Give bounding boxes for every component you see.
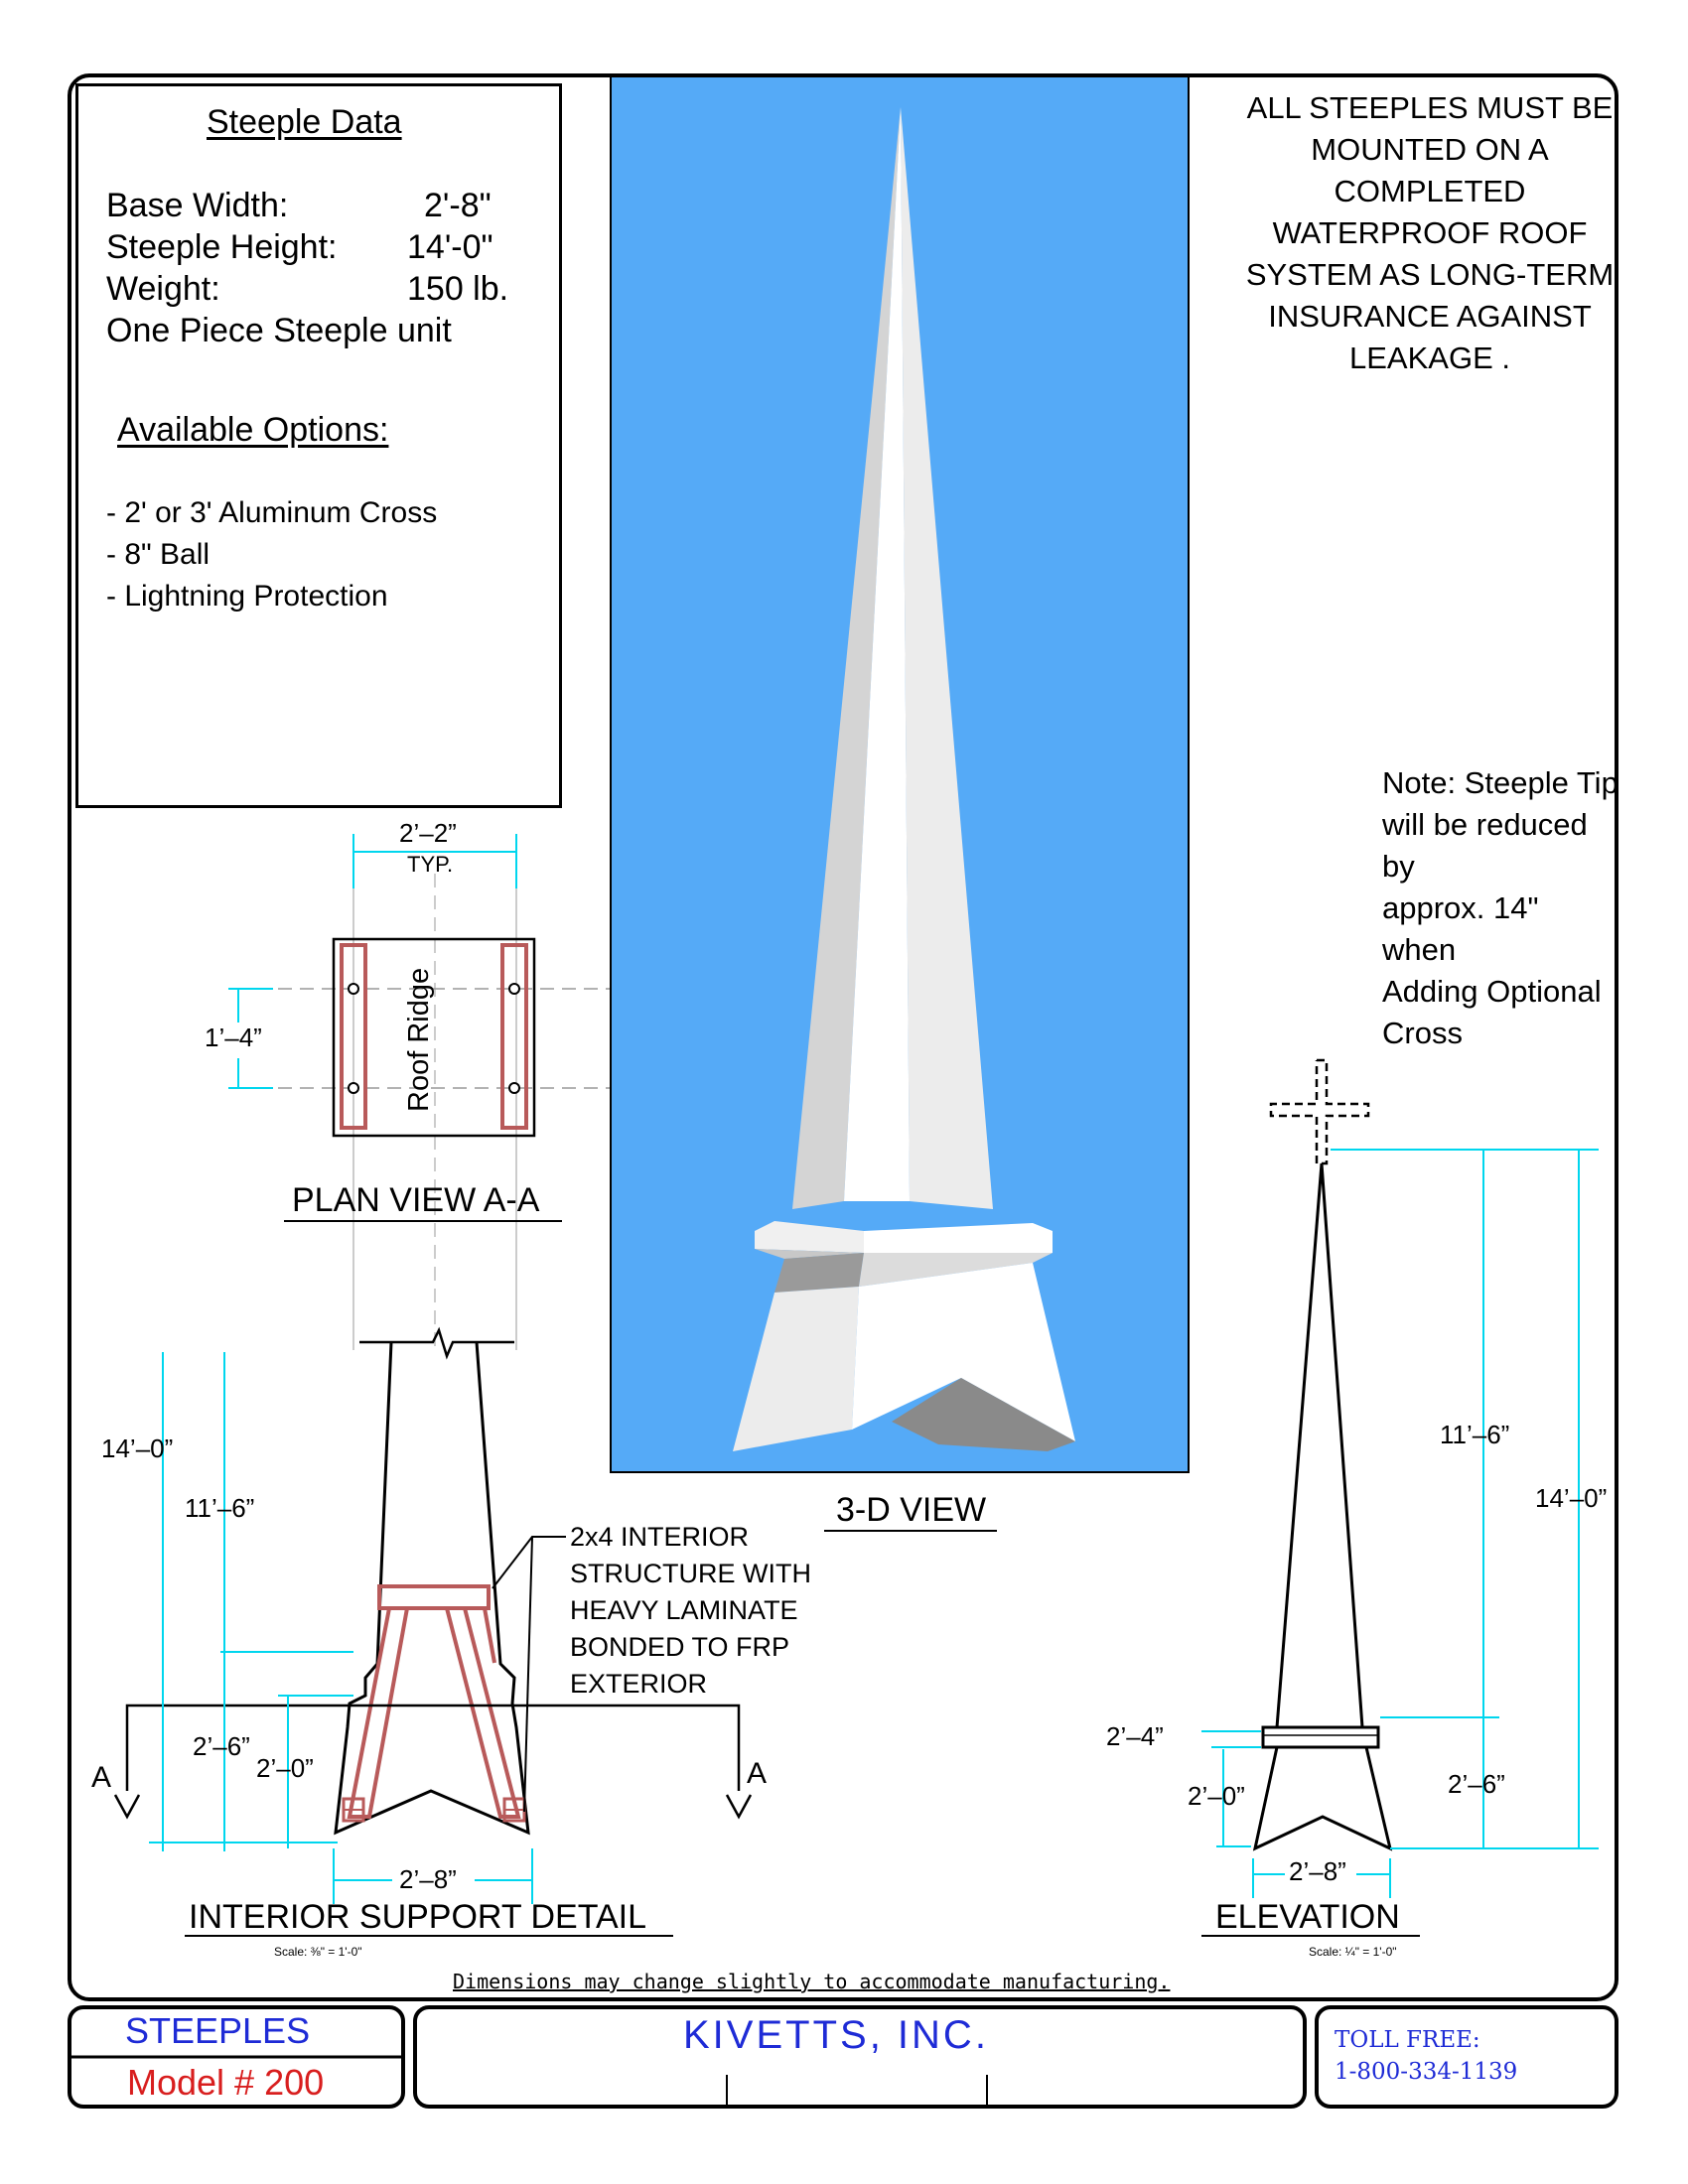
callout-line: BONDED TO FRP (570, 1632, 790, 1662)
elevation-label: ELEVATION (1215, 1898, 1400, 1936)
notice-line: INSURANCE AGAINST (1268, 299, 1592, 334)
callout-line: EXTERIOR (570, 1669, 708, 1699)
title-block-phone: 1-800-334-1139 (1335, 2059, 1518, 2085)
elevation-dim-lower: 2’–6” (1448, 1769, 1505, 1799)
elevation-dim-base: 2’–0” (1188, 1781, 1245, 1811)
unit-note: One Piece Steeple unit (106, 312, 452, 349)
callout-line: 2x4 INTERIOR (570, 1522, 750, 1552)
elevation-dim-collar: 2’–4” (1106, 1721, 1164, 1751)
callout-line: STRUCTURE WITH (570, 1559, 811, 1588)
interior-dim-lower: 2’–6” (193, 1731, 250, 1761)
structure-callout (570, 1519, 828, 1703)
notice-line: LEAKAGE . (1349, 341, 1510, 375)
steeple-data-title: Steeple Data (207, 103, 402, 141)
section-marker-left: A (91, 1761, 112, 1794)
callout-line: HEAVY LAMINATE (570, 1595, 798, 1625)
notice-line: COMPLETED (1334, 174, 1526, 208)
notice-line: MOUNTED ON A (1311, 132, 1549, 167)
elevation-scale: Scale: ¼" = 1'-0" (1309, 1945, 1397, 1959)
tip-note-line: Adding Optional (1382, 974, 1602, 1009)
notice-line: WATERPROOF ROOF (1272, 215, 1588, 250)
steeple-3d-illustration (733, 107, 1075, 1451)
elevation-dim-width: 2’–8” (1289, 1856, 1346, 1886)
notice-line: SYSTEM AS LONG-TERM (1245, 257, 1615, 292)
plan-view-label: PLAN VIEW A-A (292, 1181, 540, 1219)
tip-note-line: approx. 14" when (1382, 890, 1539, 967)
spec-value-base-width: 2'-8" (424, 187, 492, 224)
interior-dim-base: 2’–0” (256, 1753, 314, 1783)
notice-line: ALL STEEPLES MUST BE (1246, 90, 1614, 125)
option-lightning: - Lightning Protection (106, 580, 388, 613)
title-block-contact-box (1315, 2005, 1618, 2109)
interior-dim-total: 14’–0” (101, 1433, 174, 1463)
interior-detail-label: INTERIOR SUPPORT DETAIL (189, 1898, 646, 1936)
tip-note-line: Note: Steeple Tip (1382, 765, 1618, 800)
interior-scale: Scale: ⅜" = 1'-0" (274, 1945, 362, 1959)
roof-ridge-label: Roof Ridge (403, 967, 435, 1112)
plan-dim-width: 2’–2” (399, 818, 457, 848)
view-3d-label: 3-D VIEW (836, 1491, 987, 1529)
elevation-dim-upper: 11’–6” (1440, 1420, 1510, 1449)
spec-value-weight: 150 lb. (407, 270, 509, 308)
plan-dim-typ: TYP. (407, 852, 454, 877)
title-block-company: KIVETTS, INC. (683, 2013, 989, 2057)
title-block-toll-free-label: TOLL FREE: (1335, 2027, 1480, 2053)
tip-note-line: Cross (1382, 1016, 1463, 1050)
interior-dim-upper: 11’–6” (185, 1493, 255, 1523)
option-cross: - 2' or 3' Aluminum Cross (106, 496, 438, 529)
tip-note-line: will be reduced by (1382, 807, 1588, 884)
plan-dim-spacing: 1’–4” (205, 1023, 262, 1052)
title-block-model: Model # 200 (127, 2062, 325, 2103)
spec-value-steeple-height: 14'-0" (407, 228, 493, 266)
spec-label-weight: Weight: (106, 270, 220, 308)
interior-dim-width: 2’–8” (399, 1864, 457, 1894)
elevation-dim-total: 14’–0” (1535, 1483, 1608, 1513)
dimensions-disclaimer: Dimensions may change slightly to accommodate manufacturing. (453, 1970, 1171, 1993)
spec-label-base-width: Base Width: (106, 187, 289, 224)
option-ball: - 8" Ball (106, 538, 211, 571)
options-title: Available Options: (117, 411, 389, 449)
spec-label-steeple-height: Steeple Height: (106, 228, 338, 266)
title-block-category: STEEPLES (125, 2010, 311, 2051)
section-marker-right: A (747, 1757, 768, 1790)
